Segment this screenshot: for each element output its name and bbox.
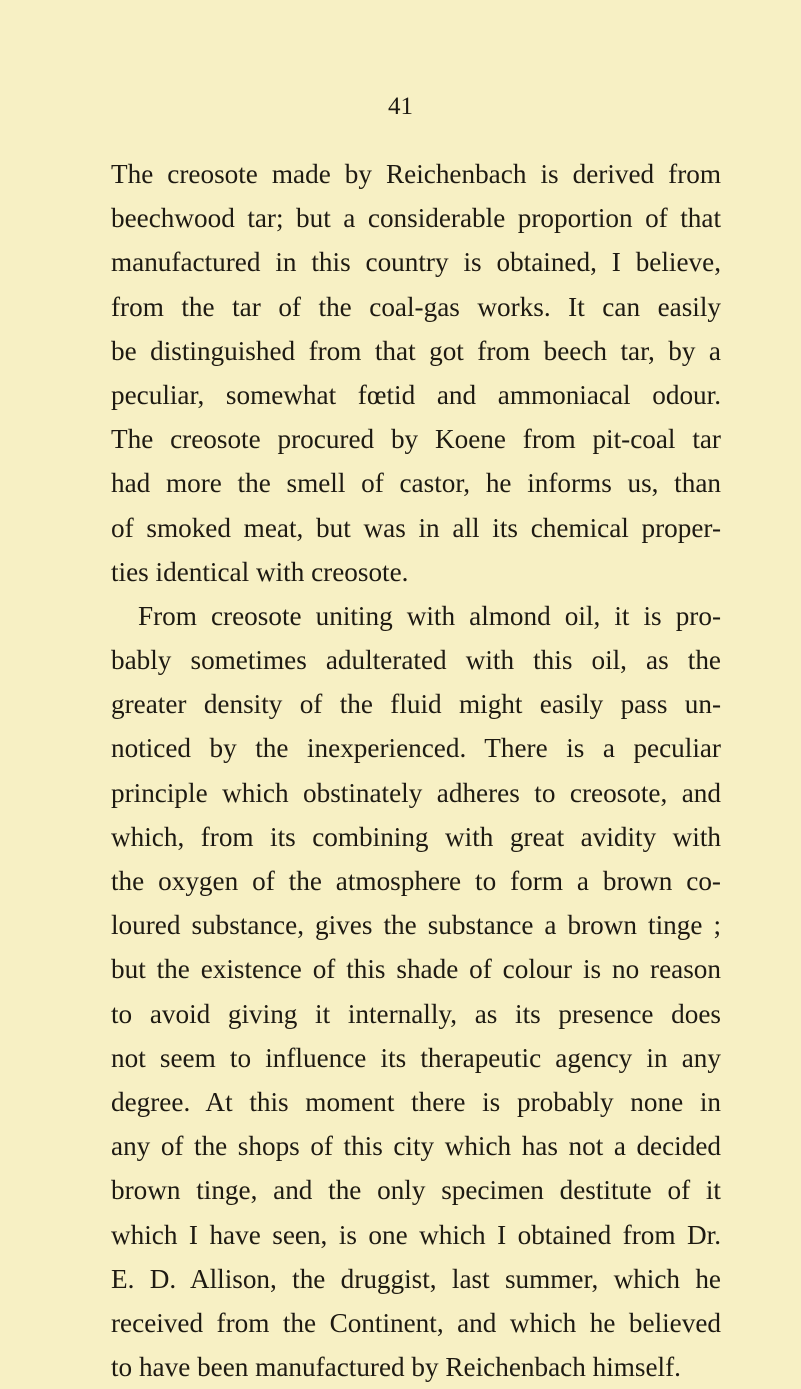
text-line: greater density of the fluid might easily pass un-: [111, 689, 721, 720]
text-line: ties identical with creosote.: [111, 556, 409, 587]
text-line: bably sometimes adulterated with this oil, as the: [111, 645, 721, 676]
text-line: principle which obstinately adheres to creosote, and: [111, 777, 721, 808]
text-line: be distinguished from that got from beech tar, by a: [111, 335, 721, 366]
text-line: from the tar of the coal-gas works. It can easily: [111, 291, 721, 322]
text-line: The creosote made by Reichenbach is derived from: [111, 159, 721, 189]
text-line: which, from its combining with great avidity with: [111, 821, 721, 852]
text-line: to have been manufactured by Reichenbach himself.: [111, 1352, 681, 1383]
text-line: noticed by the inexperienced. There is a peculiar: [111, 733, 721, 764]
text-line: peculiar, somewhat fœtid and ammoniacal odour.: [111, 379, 721, 410]
text-line: the oxygen of the atmosphere to form a brown co-: [111, 866, 721, 896]
text-line: degree. At this moment there is probably none in: [111, 1086, 721, 1117]
text-line: to avoid giving it internally, as its presence does: [111, 998, 721, 1029]
text-line: not seem to influence its therapeutic agency in any: [111, 1042, 721, 1073]
text-line: but the existence of this shade of colour is no reason: [111, 954, 721, 985]
text-line: E. D. Allison, the druggist, last summer, which he: [111, 1263, 721, 1294]
text-line: brown tinge, and the only specimen destitute of it: [111, 1175, 721, 1206]
page-number: 41: [388, 93, 413, 120]
text-line: had more the smell of castor, he informs us, than: [111, 468, 721, 499]
text-line: loured substance, gives the substance a brown tinge ;: [111, 910, 721, 941]
text-line: of smoked meat, but was in all its chemical proper-: [111, 512, 721, 543]
text-line: beechwood tar; but a considerable proportion of that: [111, 203, 721, 234]
text-line: which I have seen, is one which I obtained from Dr.: [111, 1219, 721, 1250]
text-line: manufactured in this country is obtained, I believe,: [111, 247, 721, 278]
text-line: From creosote uniting with almond oil, it is pro-: [138, 600, 721, 631]
body-text: [111, 152, 721, 1389]
text-line: The creosote procured by Koene from pit-coal tar: [111, 424, 721, 455]
text-line: any of the shops of this city which has not a decided: [111, 1131, 721, 1162]
text-line: received from the Continent, and which he believed: [111, 1307, 721, 1338]
